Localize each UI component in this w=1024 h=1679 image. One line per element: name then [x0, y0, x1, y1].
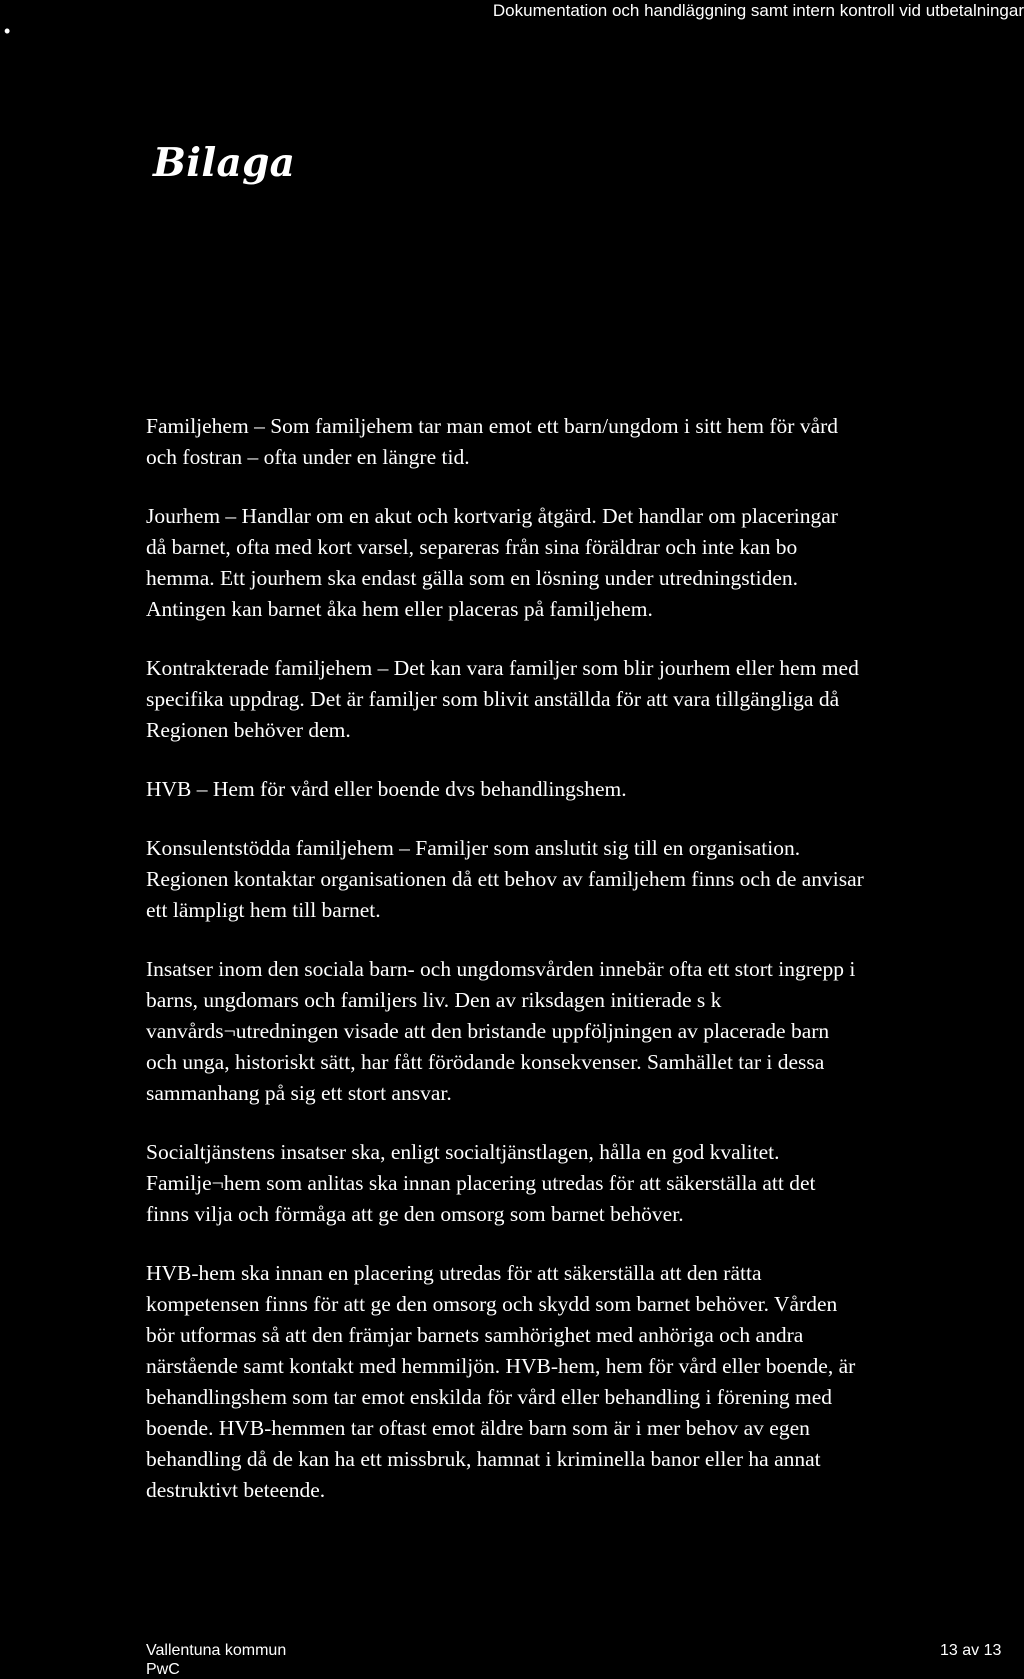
page-number: 13 av 13 — [940, 1642, 1002, 1659]
page-title: Bilaga — [153, 140, 296, 186]
paragraph-kontrakterade-familjehem: Kontrakterade familjehem – Det kan vara familjer som blir jourhem eller hem med specifika uppdrag. Det är familjer som blivit anställda för att vara tillgängliga då Regionen behöver dem. — [146, 656, 859, 742]
running-header-title: Dokumentation och handläggning samt intern kontroll vid utbetalningar — [492, 1, 1024, 20]
paragraph-konsulentstodda-familjehem: Konsulentstödda familjehem – Familjer som anslutit sig till en organisation. Regionen kontaktar organisationen då ett behov av familjehem finns och de anvisar ett lämpligt hem till barnet. — [146, 836, 864, 922]
paragraph-socialtjanstens-insatser: Socialtjänstens insatser ska, enligt socialtjänstlagen, hålla en god kvalitet. Familje¬hem som anlitas ska innan placering utredas för att säkerställa att det finns vilja och förmåga att ge den omsorg som barnet behöver. — [146, 1140, 816, 1226]
footer-company: PwC — [146, 1661, 180, 1678]
paragraph-hvb-hem: HVB-hem ska innan en placering utredas för att säkerställa att den rätta kompetensen finns för att ge den omsorg och skydd som barnet behöver. Vården bör utformas så att den främjar barnets samhörighet med anhöriga och andra närstående samt kontakt med hemmiljön. HVB-hem, hem för vård eller boende, är behandlingshem som tar emot enskilda för vård eller behandling i förening med boende. HVB-hemmen tar oftast emot äldre barn som är i mer behov av egen behandling då de kan ha ett missbruk, hamnat i kriminella banor eller ha annat destruktivt beteende. — [146, 1261, 856, 1502]
paragraph-jourhem: Jourhem – Handlar om en akut och kortvarig åtgärd. Det handlar om placeringar då barnet, ofta med kort varsel, separeras från sina föräldrar och inte kan bo hemma. Ett jourhem ska endast gälla som en lösning under utredningstiden. Antingen kan barnet åka hem eller placeras på familjehem. — [146, 504, 838, 621]
footer-left — [146, 1641, 286, 1679]
body-text — [146, 411, 1024, 1534]
footer-organization: Vallentuna kommun — [146, 1642, 287, 1659]
paragraph-hvb: HVB – Hem för vård eller boende dvs behandlingshem. — [146, 777, 627, 801]
paragraph-familjehem: Familjehem – Som familjehem tar man emot ett barn/ungdom i sitt hem för vård och fostran – ofta under en längre tid. — [146, 414, 839, 469]
header-bullet-mark: • — [4, 21, 11, 41]
paragraph-insatser: Insatser inom den sociala barn- och ungdomsvården innebär ofta ett stort ingrepp i barns, ungdomars och familjers liv. Den av riksdagen initierade s k vanvårds¬utredningen visade att den bristande uppföljningen av placerade barn och unga, historiskt sätt, har fått förödande konsekvenser. Samhället tar i dessa sammanhang på sig ett stort ansvar. — [146, 957, 856, 1105]
